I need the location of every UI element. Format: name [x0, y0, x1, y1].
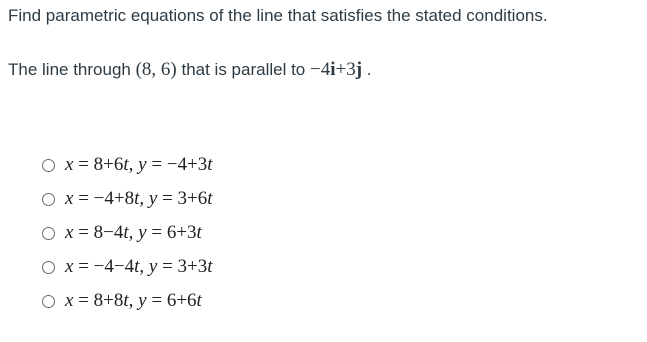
- choice-y-expr: −4+3t: [166, 154, 213, 175]
- question-stem: [8, 59, 372, 81]
- answer-choices: [42, 148, 213, 318]
- choice-option-2[interactable]: [42, 182, 213, 216]
- radio-button-icon[interactable]: [42, 261, 55, 274]
- stem-point: (8, 6): [135, 59, 177, 80]
- choice-y-expr: 6+6t: [166, 290, 202, 311]
- stem-mid: that is parallel to: [176, 60, 310, 79]
- radio-button-icon[interactable]: [42, 159, 55, 172]
- choice-label: x = −4−4t, y = 3+3t: [65, 256, 213, 277]
- choice-label: x = −4+8t, y = 3+6t: [65, 188, 213, 209]
- stem-vector-j: j: [355, 59, 363, 80]
- choice-x-expr: 8+6t: [93, 154, 129, 175]
- choice-option-5[interactable]: [42, 284, 213, 318]
- stem-vector: [310, 59, 362, 80]
- choice-y-expr: 3+3t: [177, 256, 213, 277]
- choice-y-expr: 3+6t: [177, 188, 213, 209]
- radio-button-icon[interactable]: [42, 227, 55, 240]
- choice-x-expr: −4+8t: [93, 188, 140, 209]
- choice-option-3[interactable]: [42, 216, 213, 250]
- choice-label: x = 8−4t, y = 6+3t: [65, 222, 202, 243]
- radio-button-icon[interactable]: [42, 295, 55, 308]
- stem-vector-i: i: [330, 59, 336, 80]
- radio-button-icon[interactable]: [42, 193, 55, 206]
- choice-x-expr: −4−4t: [93, 256, 140, 277]
- choice-option-1[interactable]: [42, 148, 213, 182]
- stem-text: The line through: [8, 60, 136, 79]
- question-title: Find parametric equations of the line that satisfies the stated conditions.: [8, 6, 548, 25]
- choice-label: x = 8+8t, y = 6+6t: [65, 290, 202, 311]
- choice-y-expr: 6+3t: [166, 222, 202, 243]
- stem-vector-coef: −4: [310, 59, 331, 80]
- choice-x-expr: 8−4t: [93, 222, 129, 243]
- choice-x-expr: 8+8t: [93, 290, 129, 311]
- stem-vector-plus: +3: [335, 59, 356, 80]
- stem-end: .: [362, 60, 372, 79]
- choice-option-4[interactable]: [42, 250, 213, 284]
- choice-label: x = 8+6t, y = −4+3t: [65, 154, 213, 175]
